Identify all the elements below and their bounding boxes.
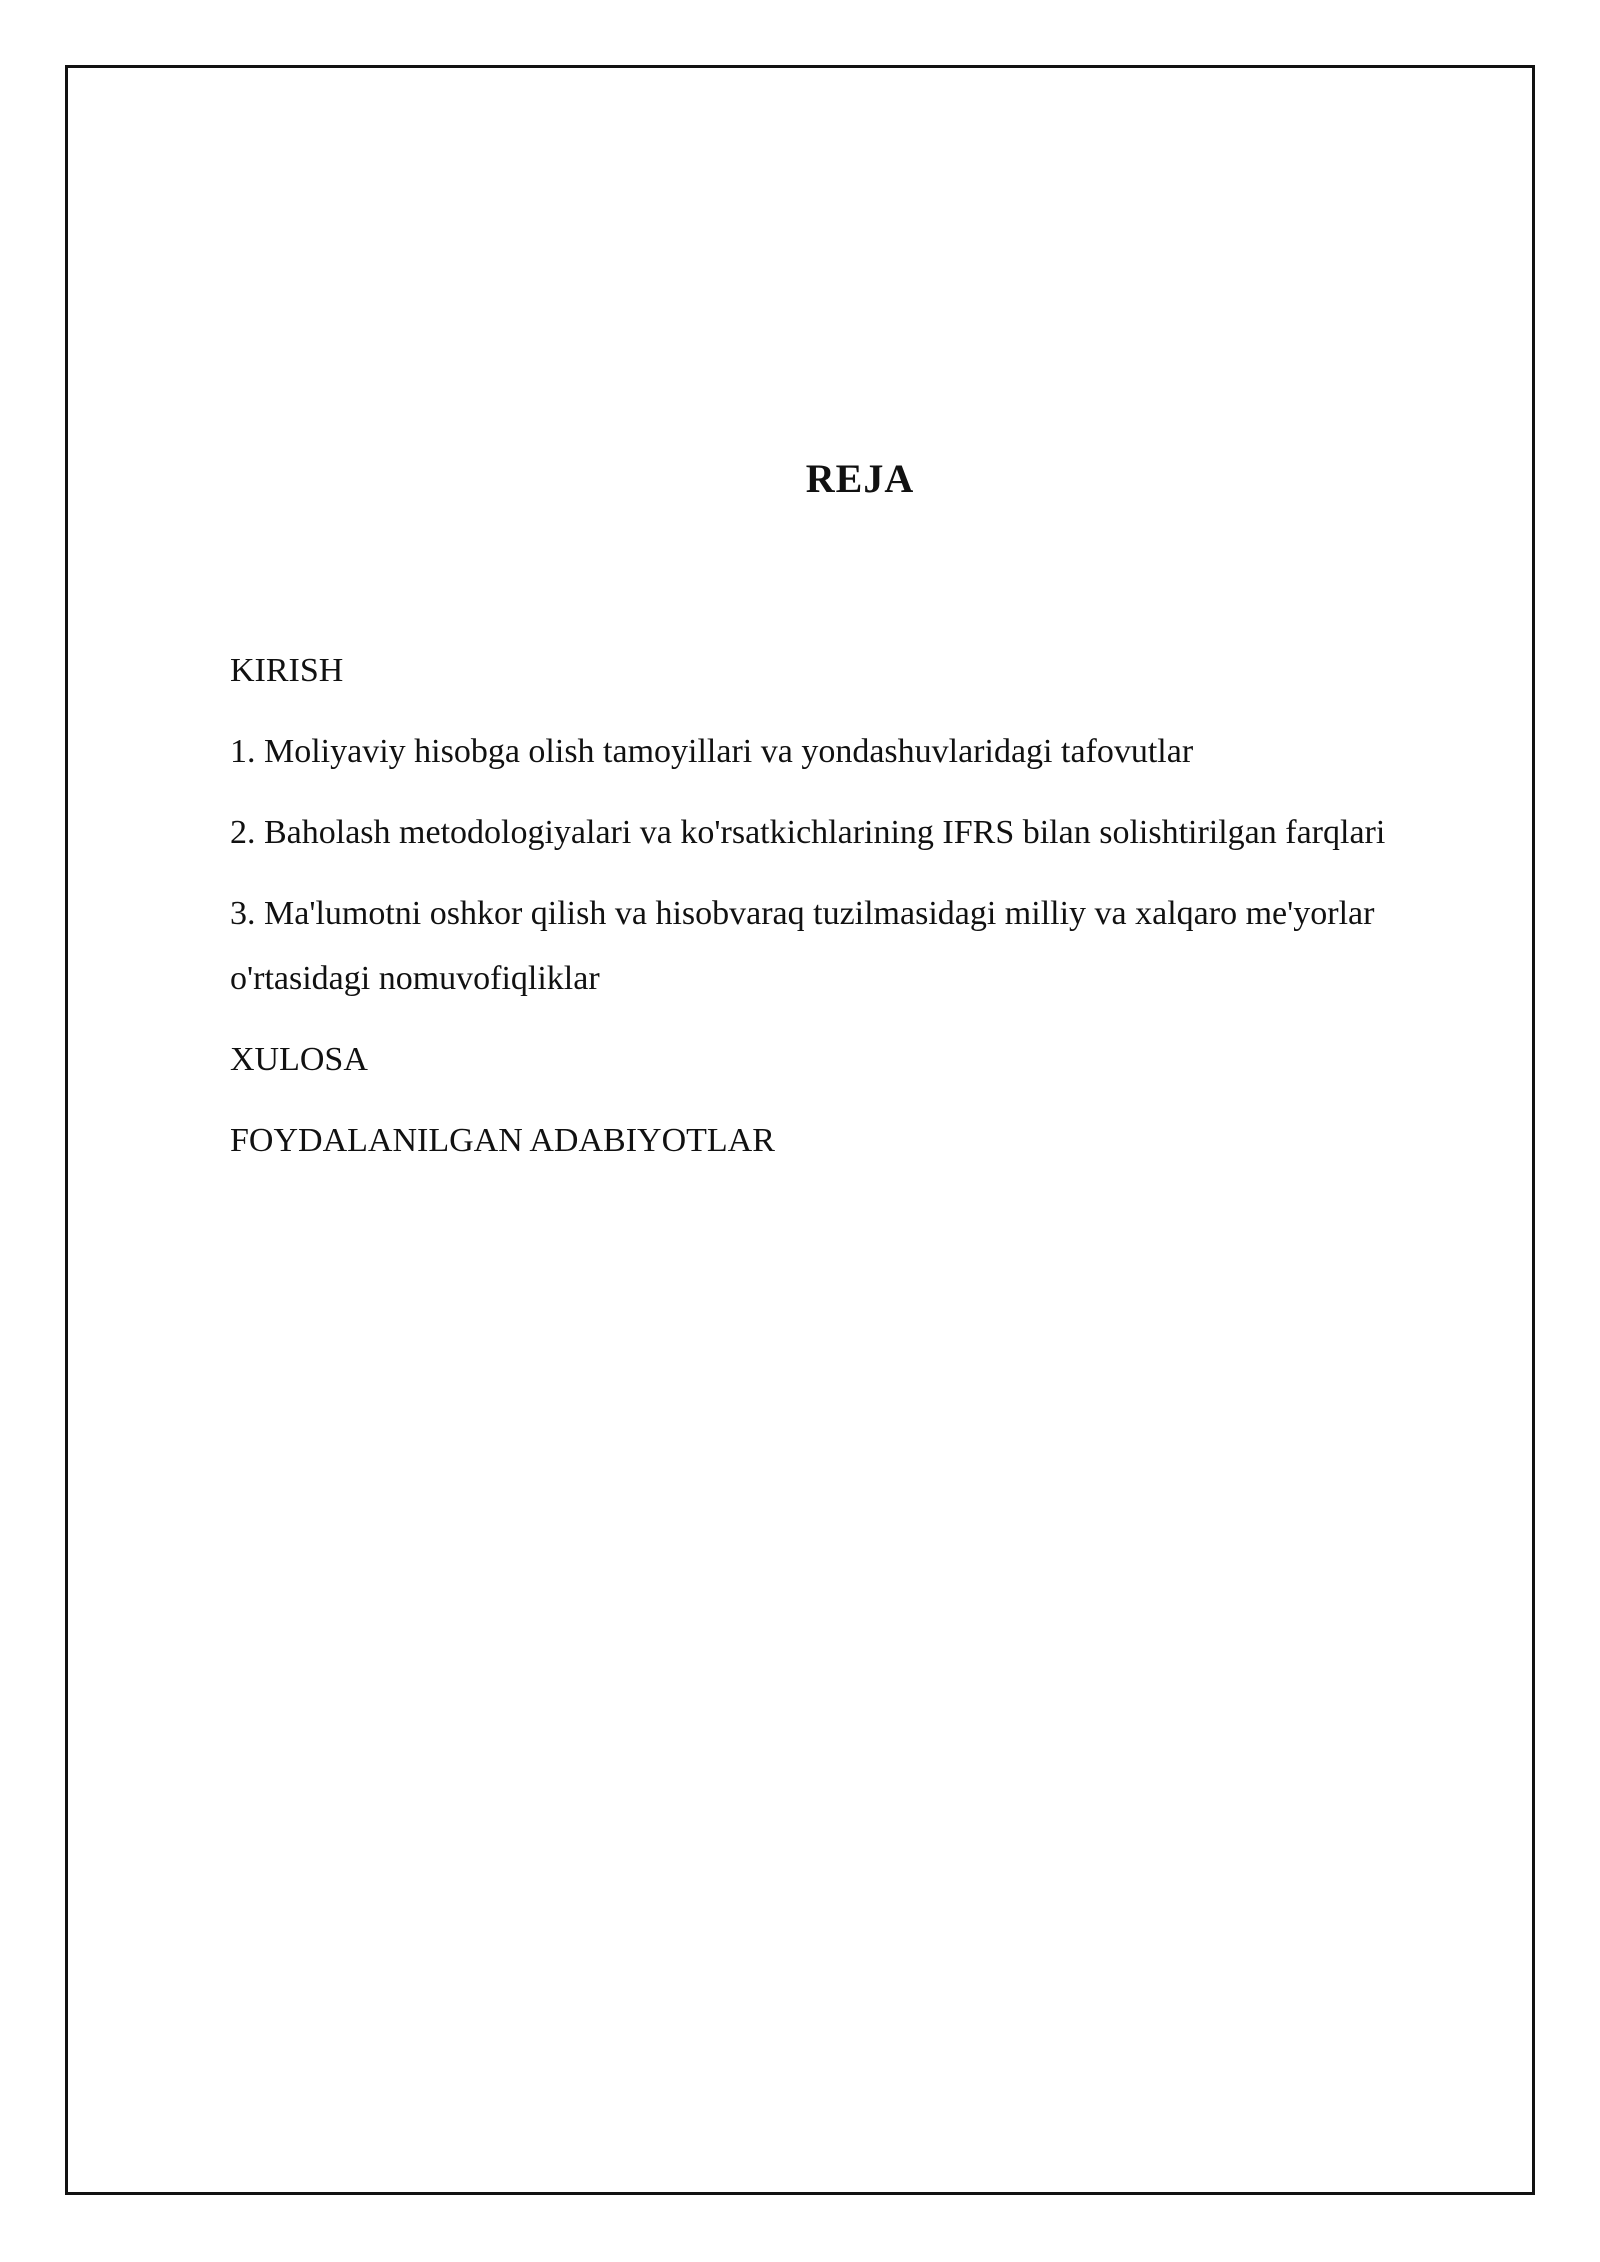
toc-item-introduction: KIRISH <box>230 652 344 689</box>
toc-item-1: 1. Moliyaviy hisobga olish tamoyillari va yondashuvlaridagi tafovutlar <box>230 733 1194 770</box>
toc-item-conclusion: XULOSA <box>230 1041 368 1078</box>
toc-item-3: 3. Ma'lumotni oshkor qilish va hisobvaraq tuzilmasidagi milliy va xalqaro me'yorlar o'rtasidagi nomuvofiqliklar <box>230 895 1375 997</box>
table-of-contents <box>230 638 1420 1189</box>
toc-item-references: FOYDALANILGAN ADABIYOTLAR <box>230 1122 775 1159</box>
page-title: REJA <box>805 456 915 501</box>
toc-item-2: 2. Baholash metodologiyalari va ko'rsatkichlarining IFRS bilan solishtirilgan farqlari <box>230 814 1386 851</box>
